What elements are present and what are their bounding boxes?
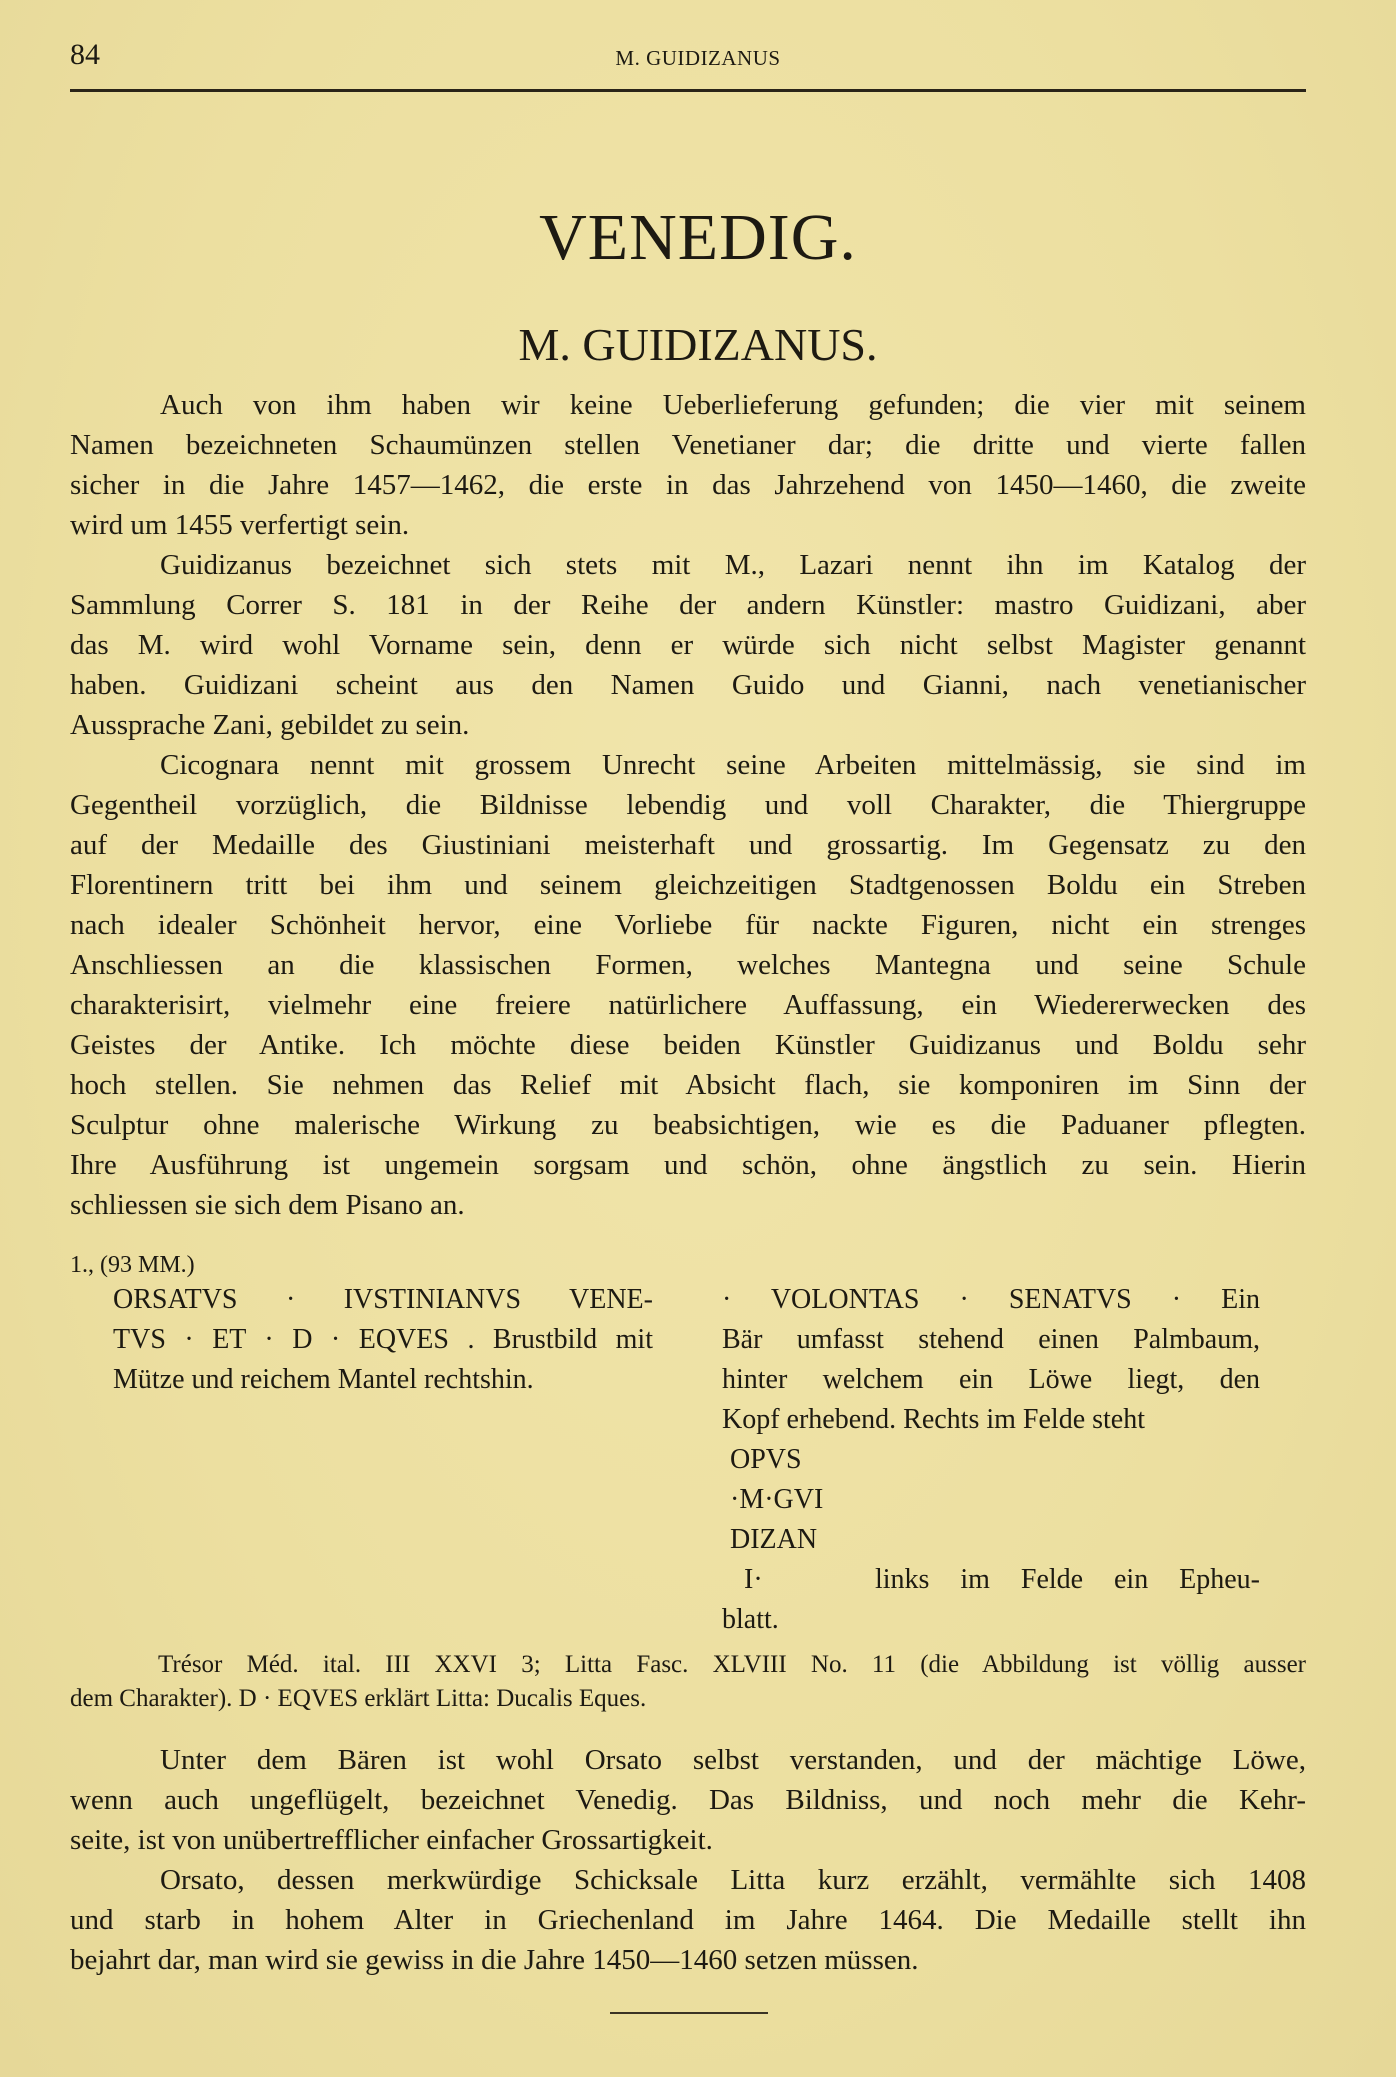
inscription-line: I· <box>744 1564 763 1595</box>
running-head: M. GUIDIZANUS <box>615 46 781 70</box>
paragraph-intro <box>70 385 1306 545</box>
text-line: sicher in die Jahre 1457—1462, die erste in das Jahrzehend von 1450—1460, die zweite <box>70 469 1306 501</box>
text-line: Namen bezeichneten Schaumünzen stellen Venetianer dar; die dritte und vierte fallen <box>70 429 1306 461</box>
text-line: Orsato, dessen merkwürdige Schicksale Litta kurz erzählt, vermählte sich 1408 <box>160 1864 1306 1896</box>
paragraph-appraisal <box>70 745 1306 1225</box>
paragraph-interpretation <box>70 1740 1306 1860</box>
text-line: Unter dem Bären ist wohl Orsato selbst verstanden, und der mächtige Löwe, <box>160 1744 1306 1776</box>
text-line: nach idealer Schönheit hervor, eine Vorliebe für nackte Figuren, nicht ein strenges <box>70 909 1306 941</box>
reverse-line: · VOLONTAS · SENATVS · Ein <box>722 1284 1260 1315</box>
catalog-entry-number: 1., (93 MM.) <box>70 1252 195 1278</box>
text-line: Cicognara nennt mit grossem Unrecht seine Arbeiten mittelmässig, sie sind im <box>160 749 1306 781</box>
reference-line: dem Charakter). D · EQVES erklärt Litta: Ducalis Eques. <box>70 1685 647 1712</box>
chapter-title: VENEDIG. <box>539 201 857 274</box>
inscription-line: OPVS <box>730 1444 802 1475</box>
text-line: Florentinern tritt bei ihm und seinem gleichzeitigen Stadtgenossen Boldu ein Streben <box>70 869 1306 901</box>
medal-reverse <box>722 1280 1260 1640</box>
text-line: wird um 1455 verfertigt sein. <box>70 509 410 541</box>
text-line: Auch von ihm haben wir keine Ueberlieferung gefunden; die vier mit seinem <box>160 389 1306 421</box>
reverse-line: blatt. <box>722 1604 779 1635</box>
text-line: charakterisirt, vielmehr eine freiere natürlichere Auffassung, ein Wiedererwecken des <box>70 989 1306 1021</box>
medal-inscription <box>722 1440 1260 1600</box>
reverse-line: Bär umfasst stehend einen Palmbaum, <box>722 1324 1260 1355</box>
section-title: M. GUIDIZANUS. <box>518 319 878 370</box>
text-line: seite, ist von unübertrefflicher einfacher Grossartigkeit. <box>70 1824 713 1856</box>
text-line: Guidizanus bezeichnet sich stets mit M., Lazari nennt ihn im Katalog der <box>160 549 1306 581</box>
text-line: auf der Medaille des Giustiniani meisterhaft und grossartig. Im Gegensatz zu den <box>70 829 1306 861</box>
text-line: wenn auch ungeflügelt, bezeichnet Venedig. Das Bildniss, und noch mehr die Kehr- <box>70 1784 1306 1816</box>
inscription-line: ·M·GVI <box>730 1484 824 1515</box>
header-rule <box>70 89 1306 92</box>
obverse-line: Mütze und reichem Mantel rechtshin. <box>113 1364 534 1395</box>
text-line: und starb in hohem Alter in Griechenland im Jahre 1464. Die Medaille stellt ihn <box>70 1904 1306 1936</box>
text-line: haben. Guidizani scheint aus den Namen Guido und Gianni, nach venetianischer <box>70 669 1306 701</box>
text-line: bejahrt dar, man wird sie gewiss in die Jahre 1450—1460 setzen müssen. <box>70 1944 919 1976</box>
text-line: Geistes der Antike. Ich möchte diese beiden Künstler Guidizanus und Boldu sehr <box>70 1029 1306 1061</box>
obverse-line: ORSATVS · IVSTINIANVS VENE- <box>113 1284 653 1315</box>
section-end-rule <box>610 2012 768 2014</box>
reference-line: Trésor Méd. ital. III XXVI 3; Litta Fasc. XLVIII No. 11 (die Abbildung ist völlig ausser <box>158 1651 1306 1678</box>
text-line: Anschliessen an die klassischen Formen, welches Mantegna und seine Schule <box>70 949 1306 981</box>
obverse-line: TVS · ET · D · EQVES . Brustbild mit <box>113 1324 653 1355</box>
medal-obverse <box>113 1280 653 1400</box>
reverse-line: Kopf erhebend. Rechts im Felde steht <box>722 1404 1146 1435</box>
paragraph-signature <box>70 545 1306 745</box>
inscription-aside: links im Felde ein Epheu- <box>875 1564 1260 1595</box>
paragraph-biography <box>70 1860 1306 1980</box>
text-line: hoch stellen. Sie nehmen das Relief mit Absicht flach, sie komponiren im Sinn der <box>70 1069 1306 1101</box>
text-line: schliessen sie sich dem Pisano an. <box>70 1189 465 1221</box>
inscription-line: DIZAN <box>730 1524 818 1555</box>
reverse-line: hinter welchem ein Löwe liegt, den <box>722 1364 1260 1395</box>
page-number: 84 <box>70 38 100 71</box>
text-line: Aussprache Zani, gebildet zu sein. <box>70 709 470 741</box>
bibliographic-reference <box>70 1648 1306 1716</box>
text-line: Sculptur ohne malerische Wirkung zu beabsichtigen, wie es die Paduaner pflegten. <box>70 1109 1306 1141</box>
text-line: Sammlung Correr S. 181 in der Reihe der andern Künstler: mastro Guidizani, aber <box>70 589 1306 621</box>
text-line: Ihre Ausführung ist ungemein sorgsam und schön, ohne ängstlich zu sein. Hierin <box>70 1149 1306 1181</box>
text-line: das M. wird wohl Vorname sein, denn er würde sich nicht selbst Magister genannt <box>70 629 1306 661</box>
text-line: Gegentheil vorzüglich, die Bildnisse lebendig und voll Charakter, die Thiergruppe <box>70 789 1306 821</box>
